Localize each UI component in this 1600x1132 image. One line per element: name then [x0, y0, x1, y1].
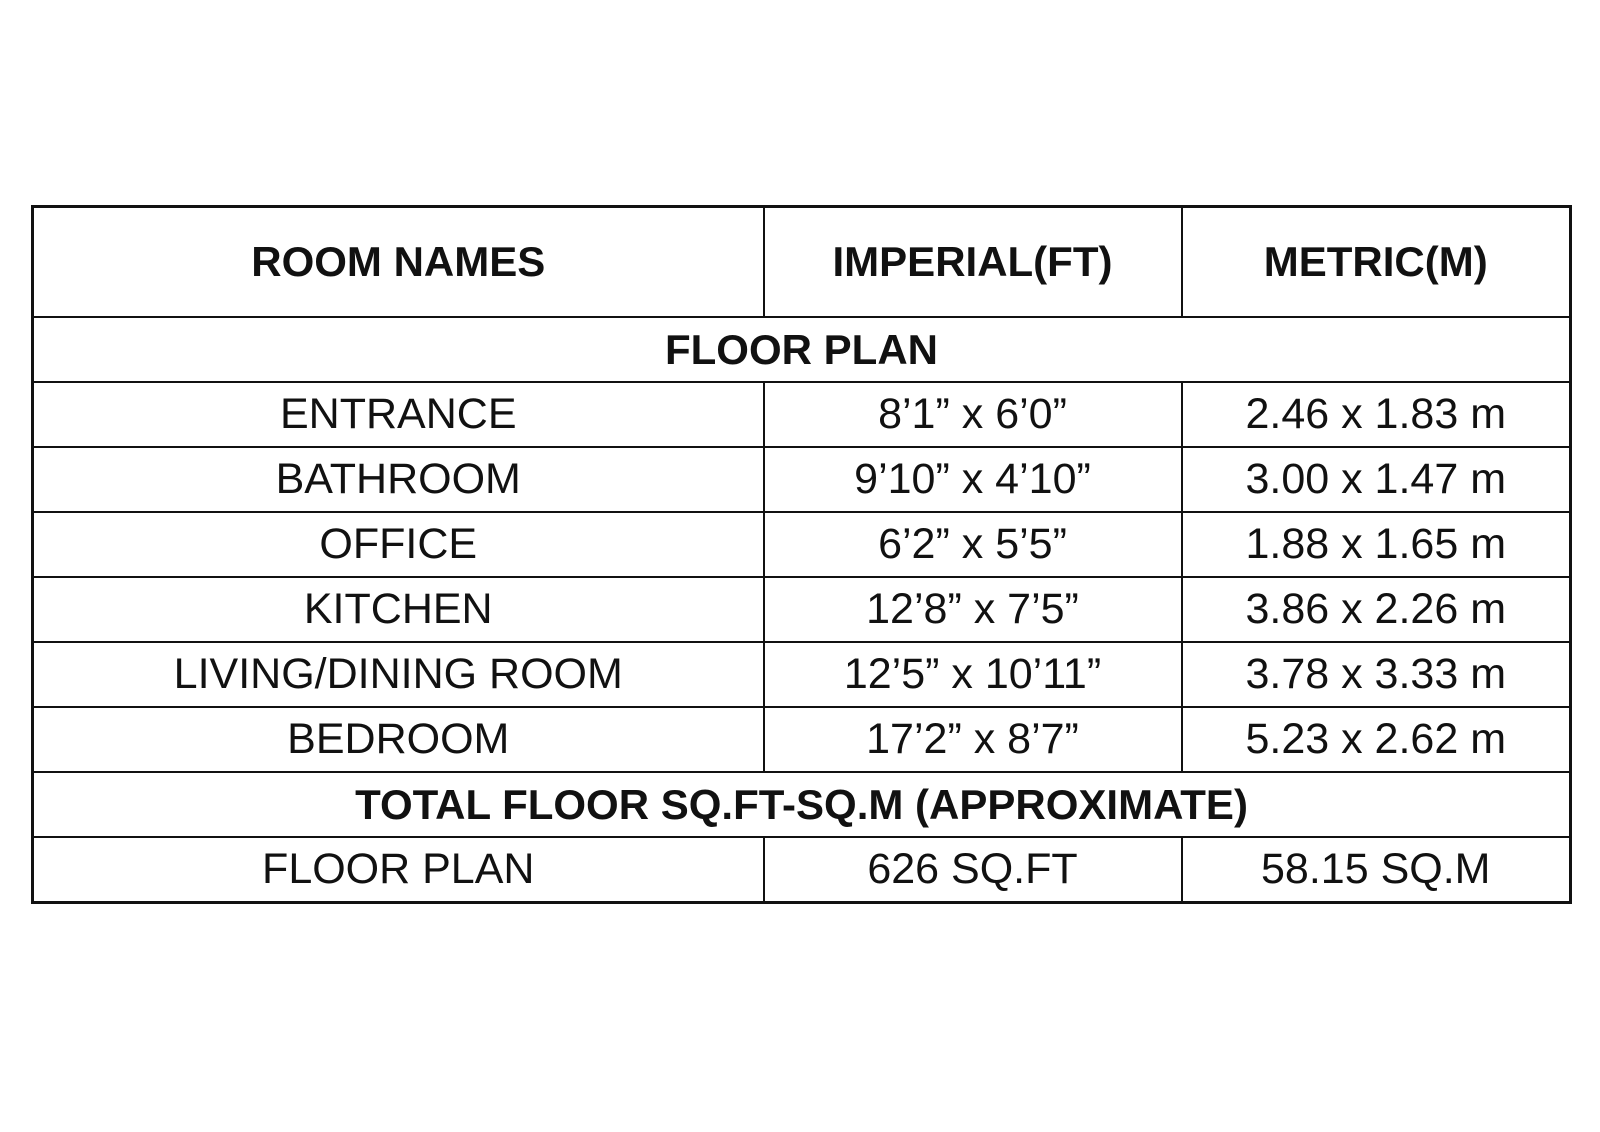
room-imperial: 6’2” x 5’5”	[764, 512, 1182, 577]
table-row	[33, 707, 1571, 772]
section-title-floor-plan: FLOOR PLAN	[33, 317, 1571, 382]
table-row	[33, 642, 1571, 707]
total-metric: 58.15 SQ.M	[1182, 837, 1571, 903]
room-metric: 3.00 x 1.47 m	[1182, 447, 1571, 512]
room-name: KITCHEN	[33, 577, 764, 642]
total-name: FLOOR PLAN	[33, 837, 764, 903]
table-row	[33, 512, 1571, 577]
room-dimensions-table	[31, 205, 1572, 904]
table-row	[33, 577, 1571, 642]
room-name: OFFICE	[33, 512, 764, 577]
section-title-total: TOTAL FLOOR SQ.FT-SQ.M (APPROXIMATE)	[33, 772, 1571, 837]
room-metric: 3.78 x 3.33 m	[1182, 642, 1571, 707]
total-imperial: 626 SQ.FT	[764, 837, 1182, 903]
room-imperial: 8’1” x 6’0”	[764, 382, 1182, 447]
room-name: ENTRANCE	[33, 382, 764, 447]
room-metric: 3.86 x 2.26 m	[1182, 577, 1571, 642]
room-imperial: 17’2” x 8’7”	[764, 707, 1182, 772]
table-row	[33, 382, 1571, 447]
room-metric: 1.88 x 1.65 m	[1182, 512, 1571, 577]
room-imperial: 9’10” x 4’10”	[764, 447, 1182, 512]
table-header-row	[33, 207, 1571, 318]
table-row	[33, 447, 1571, 512]
room-metric: 5.23 x 2.62 m	[1182, 707, 1571, 772]
room-imperial: 12’8” x 7’5”	[764, 577, 1182, 642]
header-metric: METRIC(M)	[1182, 207, 1571, 318]
total-row	[33, 837, 1571, 903]
room-metric: 2.46 x 1.83 m	[1182, 382, 1571, 447]
room-imperial: 12’5” x 10’11”	[764, 642, 1182, 707]
room-dimensions-sheet	[31, 205, 1569, 904]
section-row-floor-plan	[33, 317, 1571, 382]
header-room-names: ROOM NAMES	[33, 207, 764, 318]
room-name: BEDROOM	[33, 707, 764, 772]
section-row-total	[33, 772, 1571, 837]
room-name: LIVING/DINING ROOM	[33, 642, 764, 707]
header-imperial: IMPERIAL(FT)	[764, 207, 1182, 318]
room-name: BATHROOM	[33, 447, 764, 512]
